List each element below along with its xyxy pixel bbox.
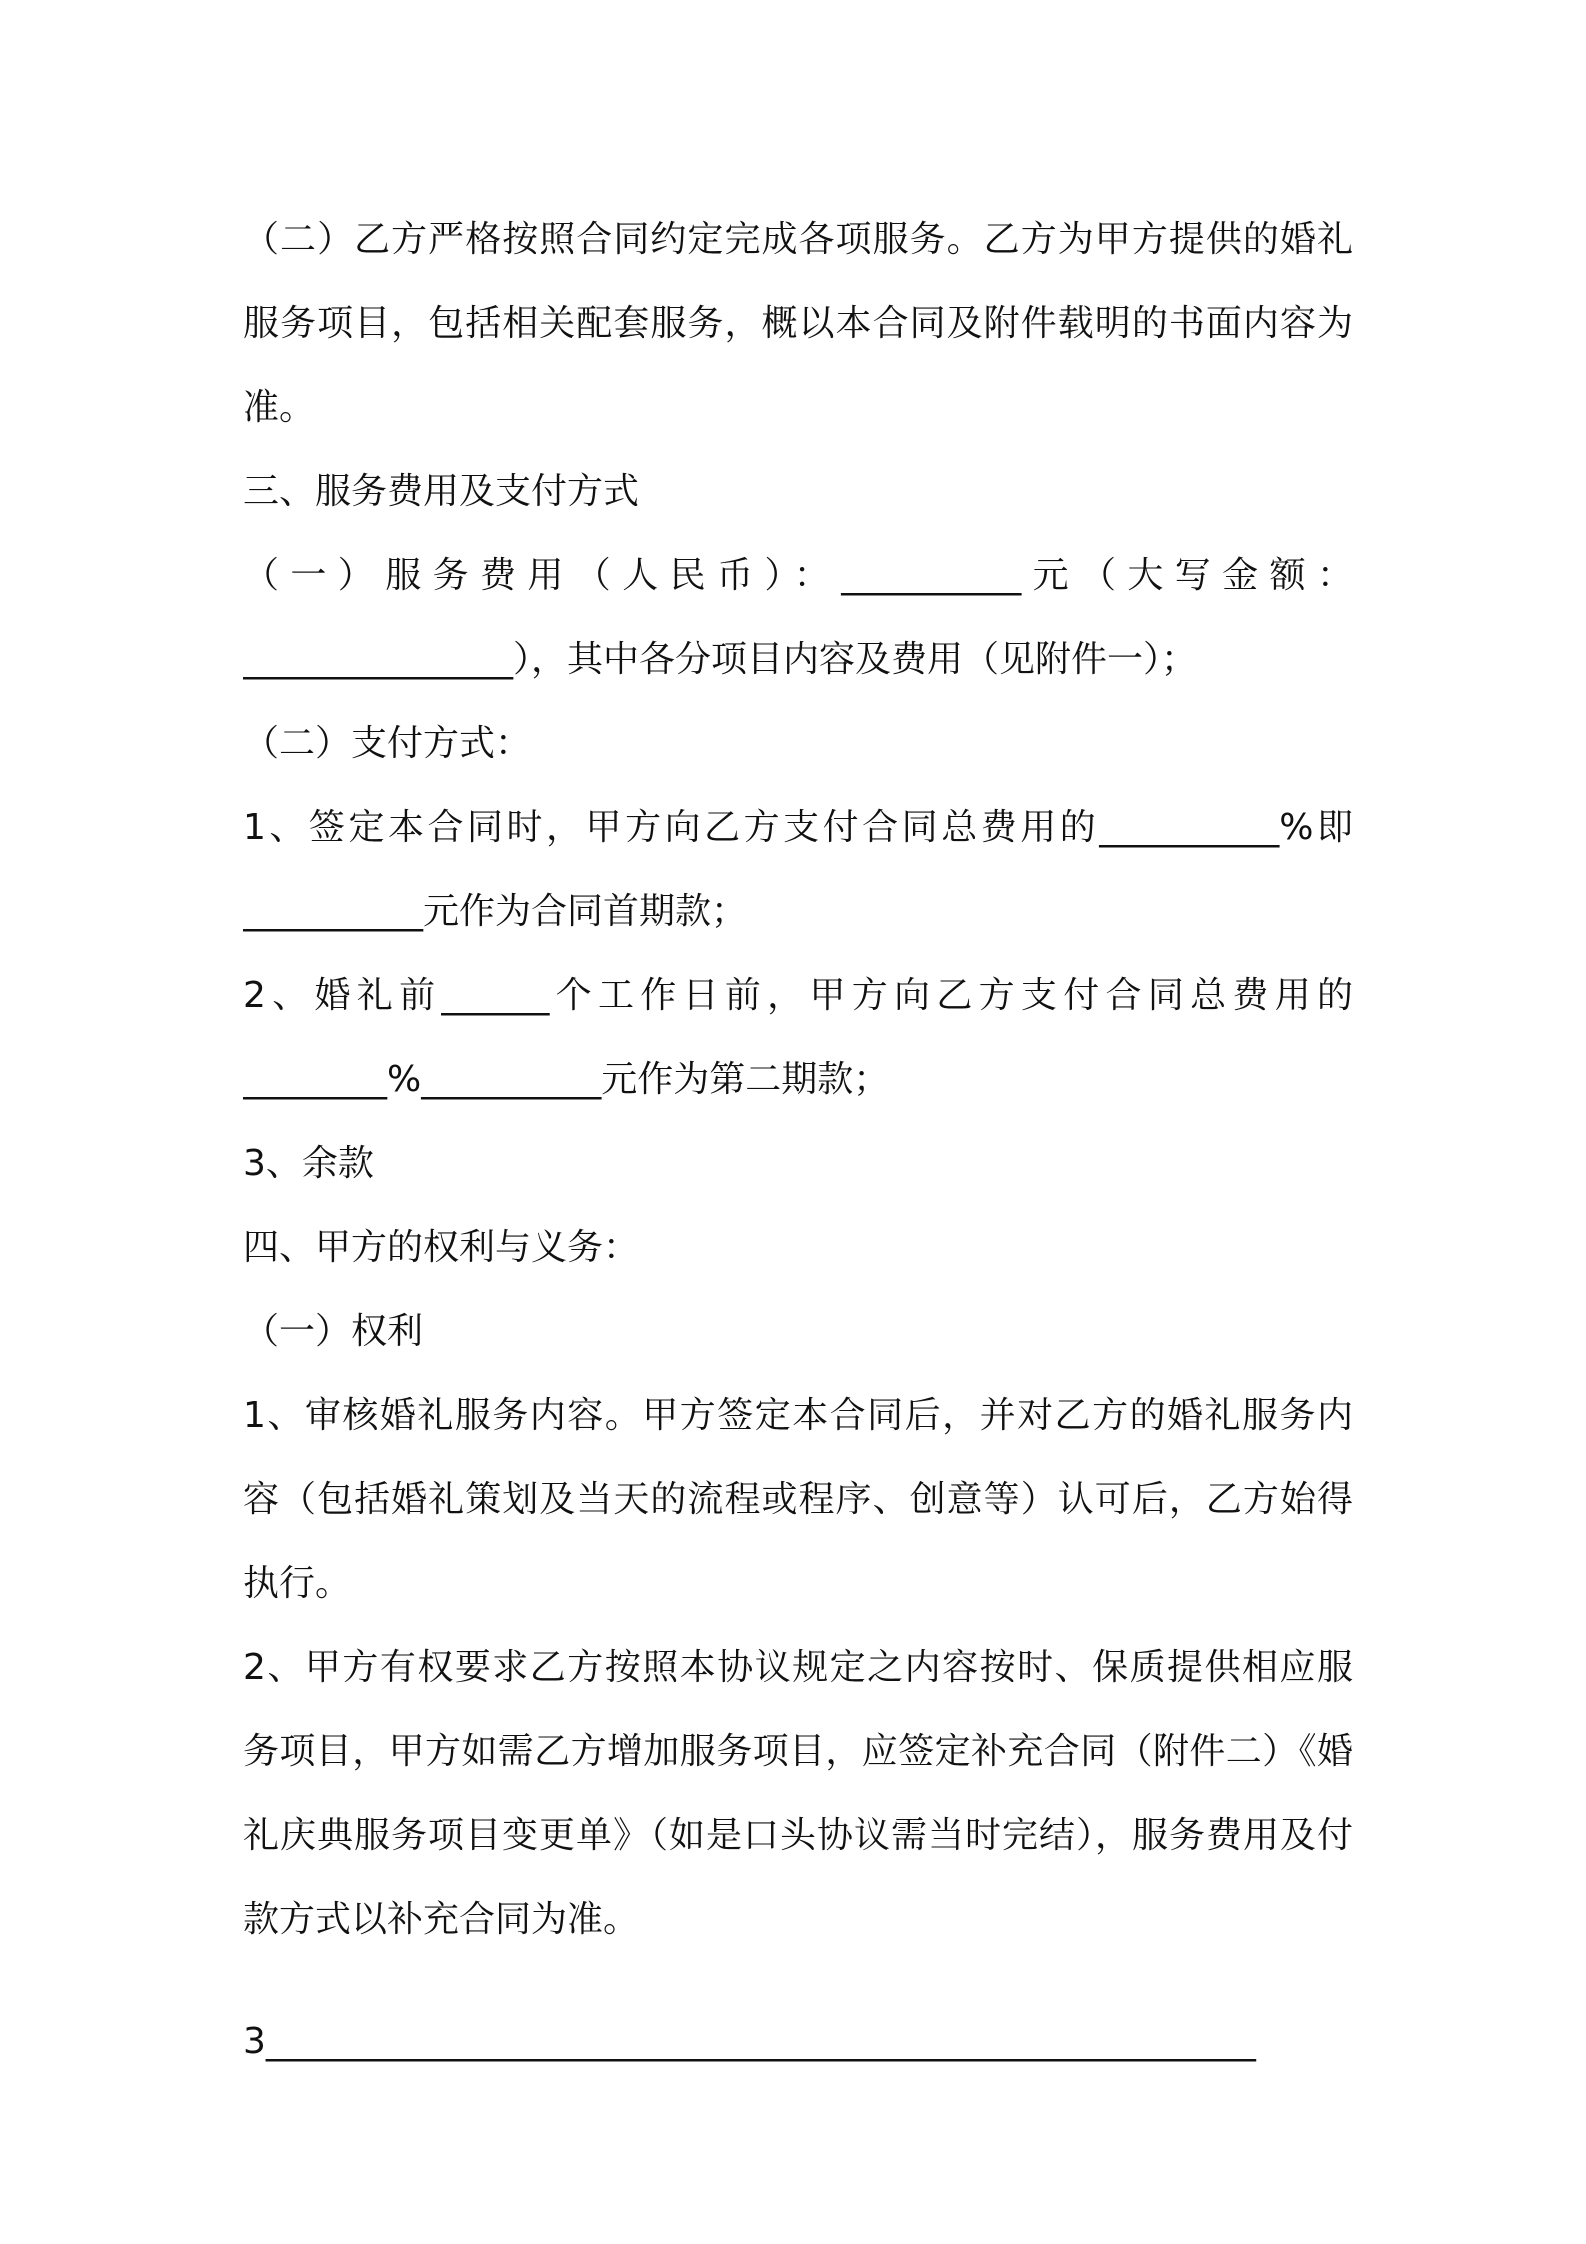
text-line: 服务项目，包括相关配套服务，概以本合同及附件载明的书面内容为 <box>243 303 1353 344</box>
paragraph-gap <box>243 1962 1353 2000</box>
text-line: 准。 <box>243 387 316 428</box>
document-body <box>243 198 1353 2084</box>
text-line: 执行。 <box>243 1563 352 1604</box>
text-line: 2、婚礼前______个工作日前，甲方向乙方支付合同总费用的 <box>243 975 1353 1016</box>
text-line: ________%__________元作为第二期款； <box>243 1059 890 1100</box>
section-heading: 三、服务费用及支付方式 <box>243 471 640 512</box>
blank-line-item: 3_______________________________________________________ <box>243 2021 1256 2062</box>
text-line: 容（包括婚礼策划及当天的流程或程序、创意等）认可后，乙方始得 <box>243 1479 1353 1520</box>
subsection-heading: （二）支付方式： <box>243 723 532 764</box>
text-line: （一）服务费用（人民币）：__________元（大写金额： <box>243 555 1353 596</box>
text-line: 1、审核婚礼服务内容。甲方签定本合同后，并对乙方的婚礼服务内 <box>243 1395 1353 1436</box>
text-line: （二）乙方严格按照合同约定完成各项服务。乙方为甲方提供的婚礼 <box>243 219 1353 260</box>
section-heading: 四、甲方的权利与义务： <box>243 1227 640 1268</box>
text-line: _______________），其中各分项目内容及费用（见附件一）； <box>243 639 1198 680</box>
text-line: 1、签定本合同时，甲方向乙方支付合同总费用的__________%即 <box>243 807 1353 848</box>
text-line: 款方式以补充合同为准。 <box>243 1899 640 1940</box>
text-line: 礼庆典服务项目变更单》（如是口头协议需当时完结），服务费用及付 <box>243 1815 1353 1856</box>
subsection-heading: （一）权利 <box>243 1311 424 1352</box>
text-line: 务项目，甲方如需乙方增加服务项目，应签定补充合同（附件二）《婚 <box>243 1731 1353 1772</box>
text-line: __________元作为合同首期款； <box>243 891 748 932</box>
text-line: 2、甲方有权要求乙方按照本协议规定之内容按时、保质提供相应服 <box>243 1647 1353 1688</box>
text-line: 3、余款 <box>243 1143 374 1184</box>
